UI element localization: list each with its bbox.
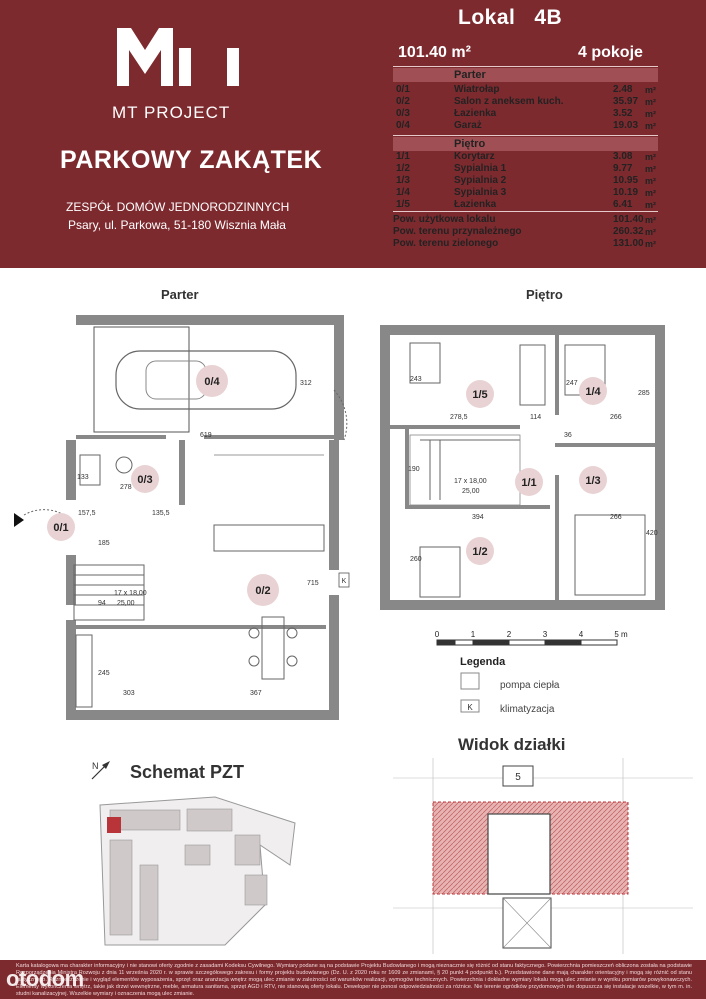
room-name: Korytarz	[454, 151, 495, 162]
room-row	[393, 199, 661, 211]
room-area-unit: m²	[645, 164, 656, 174]
plot-view-title: Widok działki	[458, 735, 566, 754]
room-number: 1/2	[396, 163, 410, 174]
ac-mark: K	[341, 578, 347, 585]
total-label: Pow. użytkowa lokalu	[393, 214, 496, 225]
room-row	[393, 151, 661, 163]
scale-tick: 3	[542, 630, 548, 639]
room-area-unit: m²	[645, 97, 656, 107]
dimension-label: 266	[610, 414, 622, 421]
site-plan-diagram	[95, 795, 315, 955]
room-area-unit: m²	[645, 152, 656, 162]
room-area-unit: m²	[645, 188, 656, 198]
room-row	[393, 96, 661, 108]
room-name: Sypialnia 3	[454, 187, 507, 198]
dimension-label: 243	[410, 376, 422, 383]
room-label: 1/3	[585, 475, 601, 487]
room-name: Łazienka	[454, 199, 497, 210]
dimension-label: 25,00	[462, 488, 480, 495]
room-area: 10.95	[613, 175, 639, 186]
dimension-label: 114	[530, 414, 542, 421]
scale-tick: 1	[470, 630, 476, 639]
dimension-label: 266	[610, 514, 622, 521]
entrance-arrow-icon	[14, 513, 24, 527]
parter-heading: Parter	[393, 68, 658, 82]
room-area-unit: m²	[645, 109, 656, 119]
dimension-label: 285	[638, 390, 650, 397]
total-row	[393, 226, 661, 238]
dimension-label: 247	[566, 380, 578, 387]
dimension-label: 420	[646, 530, 658, 537]
dimension-label: 94	[98, 600, 106, 607]
room-number: 0/1	[396, 84, 410, 95]
unit-location-marker	[107, 817, 121, 833]
dimension-label: 619	[200, 432, 212, 439]
room-number: 1/5	[396, 199, 410, 210]
room-label: 1/2	[472, 546, 488, 558]
project-subtitle: ZESPÓŁ DOMÓW JEDNORODZINNYCH	[66, 200, 290, 214]
room-number: 0/4	[396, 120, 410, 131]
legal-disclaimer: Karta katalogowa ma charakter informacyjny i nie stanowi oferty zgodnie z zasadami Kodeksu Cywilnego. Wymiary podane są na podstawie Projektu Budowlanego i mogą nieznacznie się różnić od stanu faktycznego. Powierzchnia pomieszczeń obliczona została na podstawie Rozporządzenia Ministra Rozwoju z dnia 11 września 2020 r. w sprawie szczegółowego zakresu i formy projektu budowlanego (Dz. U. z 2020 roku nr 1609 ze zmianami, § 20 punkt 4 podpunkt b.). Przedstawione dane mają charakter orientacyjny i mogą się różnić od stanu faktycznego. Rozmieszczenie i wygląd elementów wyposażenia, sprzęt oraz aranżacja wnętrz mogą ulec zmianie w zależności od warunków realizacji, wymogów technicznych. Powierzchnia i dokładne wymiary lokalu mogą ulec zmianie w wyniku pomiarów powykonawczych. Elementy wykończenia wnętrz, takie jak drzwi wewnętrzne, meble, armatura sanitarna, sprzęt AGD i RTV, nie stanowią oferty lokalu. Deweloper nie ponosi odpowiedzialności za różnice. Nie terenie ogródków przydomowych nie dopuszcza się instalacje wszelkie, w tym m. in. studni kanalizacyjnej. Wszelkie wymiary i oznaczenia mogą ulec zmianie.	[0, 960, 706, 999]
room-row	[393, 187, 661, 199]
total-unit: m²	[645, 239, 656, 249]
legend-label: klimatyzacja	[500, 704, 555, 715]
room-label: 0/4	[204, 376, 220, 388]
total-value: 101.40	[613, 214, 644, 225]
room-area-unit: m²	[645, 85, 656, 95]
room-area: 2.48	[613, 84, 633, 95]
room-name: Salon z aneksem kuch.	[454, 96, 564, 107]
room-label: 0/1	[53, 522, 69, 534]
room-number: 1/3	[396, 175, 410, 186]
total-label: Pow. terenu zielonego	[393, 238, 499, 249]
legend-label: pompa ciepła	[500, 680, 560, 691]
otodom-watermark: otodom	[6, 966, 84, 991]
dimension-label: 278,5	[450, 414, 468, 421]
dimension-label: 312	[300, 380, 312, 387]
dimension-label: 245	[98, 670, 110, 677]
scale-tick: 2	[506, 630, 512, 639]
dimension-label: 17 x 18,00	[454, 478, 487, 485]
room-area: 3.08	[613, 151, 633, 162]
pietro-plan-label: Piętro	[526, 287, 563, 302]
schemat-title: Schemat PZT	[130, 762, 245, 782]
room-name: Sypialnia 1	[454, 163, 507, 174]
plot-view-diagram	[393, 758, 693, 954]
brand-name: MT PROJECT	[112, 103, 231, 122]
dimension-label: 36	[564, 432, 572, 439]
dimension-label: 190	[408, 466, 420, 473]
parter-floor-plan	[14, 315, 354, 725]
room-area-unit: m²	[645, 176, 656, 186]
unit-title: Lokal 4B	[458, 6, 563, 29]
total-row	[393, 214, 661, 226]
project-address: Psary, ul. Parkowa, 51-180 Wisznia Mała	[68, 218, 286, 232]
room-label: 1/4	[585, 386, 601, 398]
dimension-label: 260	[410, 556, 422, 563]
scale-bar	[435, 628, 635, 650]
dimension-label: 367	[250, 690, 262, 697]
room-area: 3.52	[613, 108, 633, 119]
divider	[393, 66, 658, 67]
dimension-label: 715	[307, 580, 319, 587]
dimension-label: 185	[98, 540, 110, 547]
dimension-label: 133	[77, 474, 89, 481]
room-area: 35.97	[613, 96, 639, 107]
mt-project-logo	[117, 28, 239, 86]
divider	[393, 211, 658, 212]
room-label: 0/2	[255, 585, 271, 597]
divider	[393, 135, 658, 136]
parter-plan-label: Parter	[161, 287, 199, 302]
room-area: 6.41	[613, 199, 633, 210]
room-row	[393, 120, 661, 132]
pietro-floor-plan	[380, 325, 670, 615]
room-area: 10.19	[613, 187, 639, 198]
compass-icon	[88, 757, 118, 783]
total-unit: m²	[645, 227, 656, 237]
room-number: 0/2	[396, 96, 410, 107]
room-number: 0/3	[396, 108, 410, 119]
total-value: 131.00	[613, 238, 644, 249]
room-name: Sypialnia 2	[454, 175, 507, 186]
dimension-label: 17 x 18,00	[114, 590, 147, 597]
room-area-unit: m²	[645, 200, 656, 210]
room-label: 0/3	[137, 474, 153, 486]
legend-ac-mark: K	[467, 703, 473, 712]
room-name: Wiatrołap	[454, 84, 500, 95]
total-label: Pow. terenu przynależnego	[393, 226, 522, 237]
total-unit: m²	[645, 215, 656, 225]
room-name: Garaż	[454, 120, 482, 131]
room-area-unit: m²	[645, 121, 656, 131]
unit-rooms: 4 pokoje	[578, 44, 643, 61]
heat-pump-icon	[461, 673, 479, 689]
scale-tick: 5 m	[614, 630, 628, 639]
room-number: 1/4	[396, 187, 410, 198]
scale-tick: 0	[435, 630, 440, 639]
room-area: 19.03	[613, 120, 639, 131]
room-row	[393, 84, 661, 96]
pietro-heading: Piętro	[393, 137, 658, 151]
compass-label: N	[92, 761, 99, 771]
room-name: Łazienka	[454, 108, 497, 119]
dimension-label: 135,5	[152, 510, 170, 517]
room-row	[393, 175, 661, 187]
room-label: 1/5	[472, 389, 488, 401]
legend-title: Legenda	[460, 656, 506, 668]
total-value: 260.32	[613, 226, 644, 237]
dimension-label: 278	[120, 484, 132, 491]
dimension-label: 394	[472, 514, 484, 521]
room-label: 1/1	[521, 477, 537, 489]
room-area: 9.77	[613, 163, 633, 174]
room-row	[393, 163, 661, 175]
dimension-label: 157,5	[78, 510, 96, 517]
scale-tick: 4	[578, 630, 584, 639]
legend-icons	[460, 672, 484, 716]
room-row	[393, 108, 661, 120]
unit-area: 101.40 m²	[398, 44, 471, 61]
dimension-label: 303	[123, 690, 135, 697]
total-row	[393, 238, 661, 250]
dimension-label: 25,00	[117, 600, 135, 607]
project-title: PARKOWY ZAKĄTEK	[60, 146, 323, 174]
room-number: 1/1	[396, 151, 410, 162]
plot-number: 5	[515, 772, 521, 783]
